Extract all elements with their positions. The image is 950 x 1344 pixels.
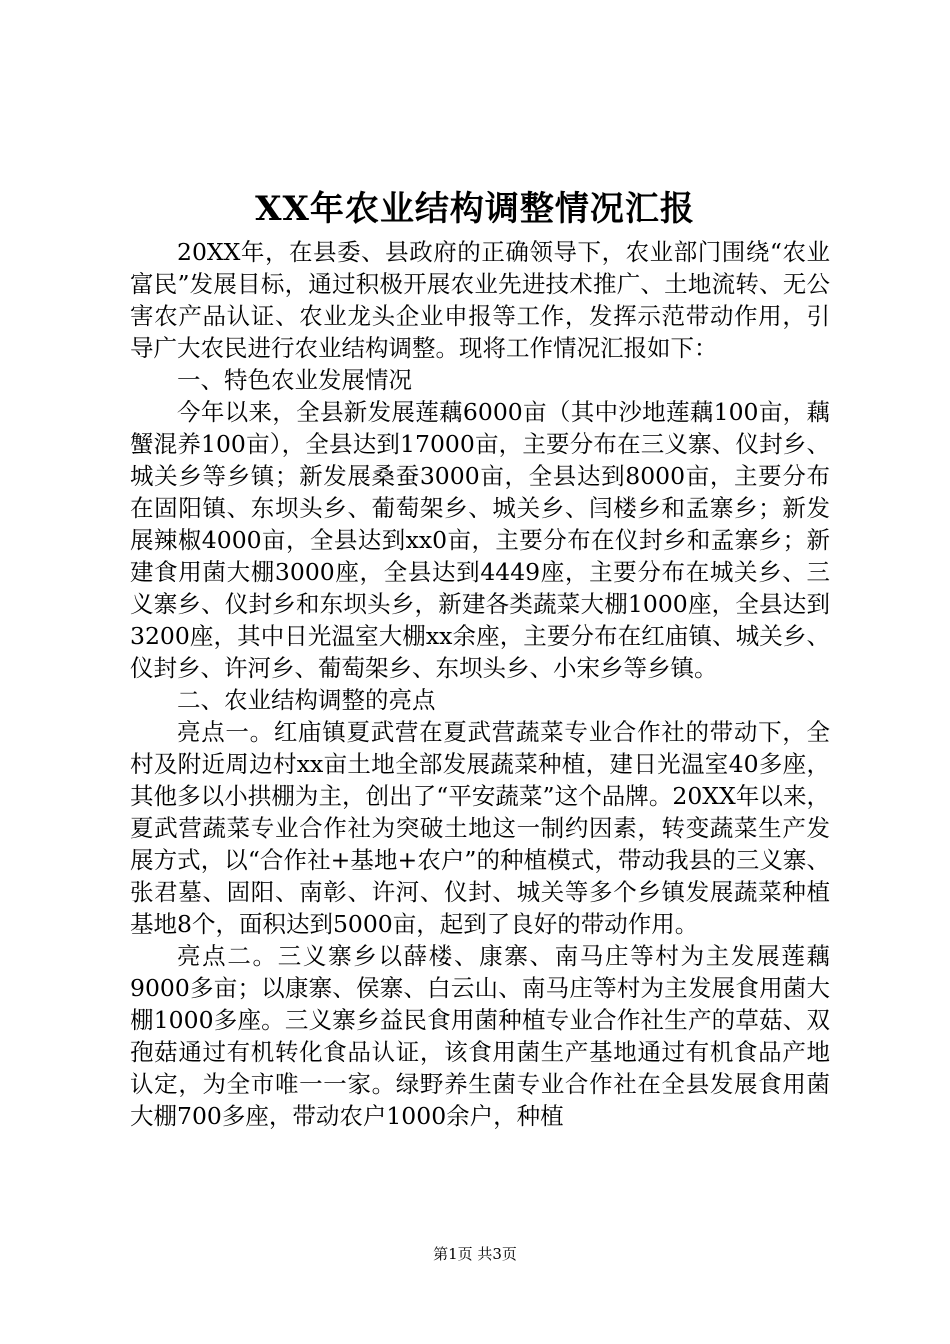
section-1-paragraph: 今年以来，全县新发展莲藕6000亩（其中沙地莲藕100亩，藕蟹混养100亩），全县达到17000亩，主要分布在三义寨、仪封乡、城关乡等乡镇；新发展桑蚕3000亩，全县达到8000亩，主要分布在固阳镇、东坝头乡、葡萄架乡、城关乡、闫楼乡和孟寨乡；新发展辣椒4000亩，全县达到xx0亩，主要分布在仪封乡和孟寨乡；新建食用菌大棚3000座，全县达到4449座，主要分布在城关乡、三义寨乡、仪封乡和东坝头乡，新建各类蔬菜大棚1000座，全县达到3200座，其中日光温室大棚xx余座，主要分布在红庙镇、城关乡、仪封乡、许河乡、葡萄架乡、东坝头乡、小宋乡等乡镇。 bbox=[130, 398, 830, 682]
highlight-2-paragraph: 亮点二。三义寨乡以薛楼、康寨、南马庄等村为主发展莲藕9000多亩；以康寨、侯寨、白云山、南马庄等村为主发展食用菌大棚1000多座。三义寨乡益民食用菌种植专业合作社生产的草菇、双孢菇通过有机转化食品认证，该食用菌生产基地通过有机食品产地认定，为全市唯一一家。绿野养生菌专业合作社在全县发展食用菌大棚700多座，带动农户1000余户，种植 bbox=[130, 942, 830, 1130]
document-title: XX年农业结构调整情况汇报 bbox=[255, 189, 695, 229]
intro-paragraph: 20XX年，在县委、县政府的正确领导下，农业部门围绕“农业富民”发展目标，通过积极开展农业先进技术推广、土地流转、无公害农产品认证、农业龙头企业申报等工作，发挥示范带动作用，引导广大农民进行农业结构调整。现将工作情况汇报如下： bbox=[130, 238, 830, 362]
highlight-1-paragraph: 亮点一。红庙镇夏武营在夏武营蔬菜专业合作社的带动下，全村及附近周边村xx亩土地全部发展蔬菜种植，建日光温室40多座，其他多以小拱棚为主，创出了“平安蔬菜”这个品牌。20XX年以来，夏武营蔬菜专业合作社为突破土地这一制约因素，转变蔬菜生产发展方式，以“合作社+基地+农户”的种植模式，带动我县的三义寨、张君墓、固阳、南彰、许河、仪封、城关等多个乡镇发展蔬菜种植基地8个，面积达到5000亩，起到了良好的带动作用。 bbox=[130, 718, 830, 938]
section-heading-1: 一、特色农业发展情况 bbox=[177, 366, 412, 394]
document-body bbox=[130, 236, 830, 1132]
page-number: 第1页 共3页 bbox=[433, 1245, 517, 1263]
section-heading-2: 二、农业结构调整的亮点 bbox=[177, 686, 436, 714]
